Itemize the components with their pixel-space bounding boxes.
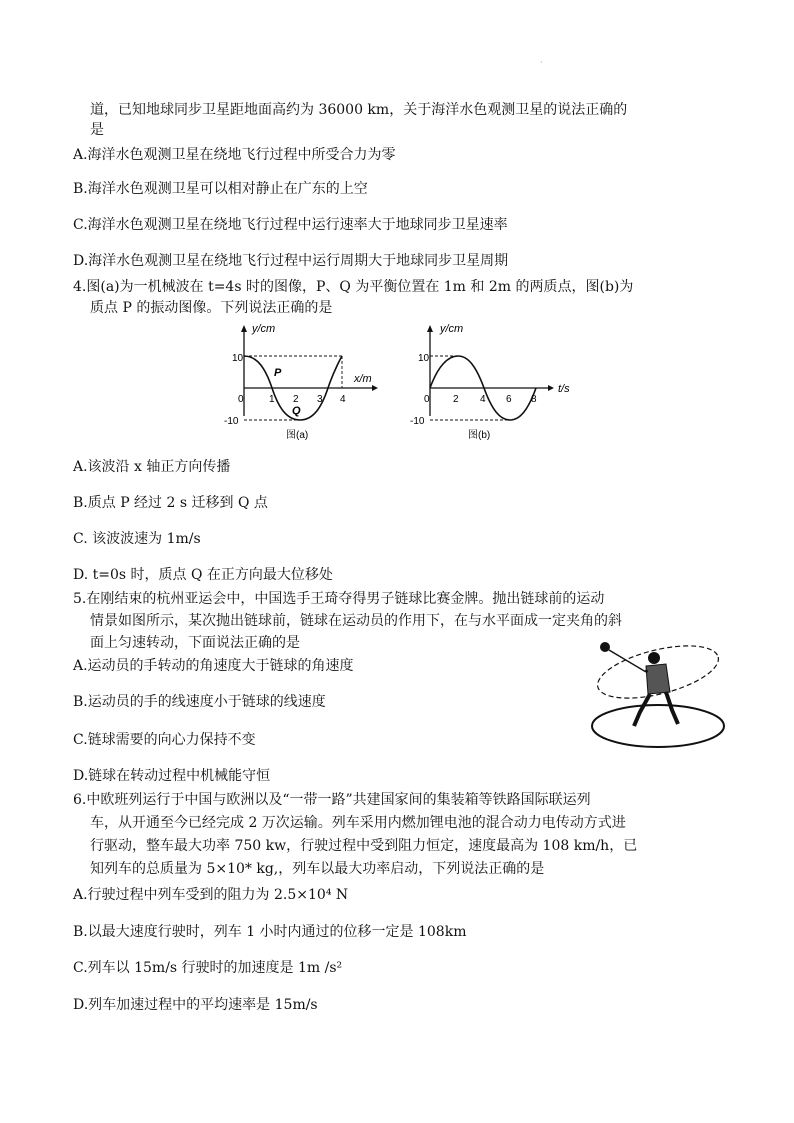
hammer-throw-illustration <box>588 628 728 750</box>
fig-a-x-label: x/m <box>354 373 372 385</box>
fig-b-caption: 图(b) <box>468 430 491 441</box>
athlete-right-leg <box>666 692 678 724</box>
q4-option-d: D. t=0s 时，质点 Q 在正方向最大位移处 <box>73 567 333 583</box>
athlete-head <box>648 652 660 664</box>
q4-stem-line-1: 4.图(a)为一机械波在 t=4s 时的图像，P、Q 为平衡位置在 1m 和 2m 的两质点，图(b)为 <box>73 279 634 295</box>
x-axis-arrow <box>372 385 378 391</box>
wave-graph-figure-a <box>222 320 382 445</box>
q6-stem-line-2: 车，从开通至今已经完成 2 万次运输。列车采用内燃加锂电池的混合动力电传动方式进 <box>90 815 626 831</box>
fig-a-tick-x-1: 1 <box>269 394 275 405</box>
q5-option-b: B.运动员的手的线速度小于链球的线速度 <box>73 694 326 710</box>
q5-stem-line-3: 面上匀速转动，下面说法正确的是 <box>90 635 300 651</box>
q5-stem-line-2: 情景如图所示，某次抛出链球前，链球在运动员的作用下，在与水平面成一定夹角的斜 <box>90 613 622 629</box>
athlete-left-leg <box>634 694 650 726</box>
fig-b-tick-x-6: 6 <box>506 394 512 405</box>
fig-a-tick-y-neg10: -10 <box>224 416 239 427</box>
t-axis-arrow <box>548 385 554 391</box>
fig-b-tick-x-4: 4 <box>480 394 486 405</box>
q6-stem-line-3: 行驱动，整车最大功率 750 kw，行驶过程中受到阻力恒定，速度最高为 108 km/h，已 <box>90 838 638 854</box>
fig-b-tick-x-2: 2 <box>453 394 459 405</box>
q4-stem-line-2: 质点 P 的振动图像。下列说法正确的是 <box>90 300 333 316</box>
q3-option-d: D.海洋水色观测卫星在绕地飞行过程中运行周期大于地球同步卫星周期 <box>73 253 509 269</box>
q3-stem-line-2: 是 <box>90 122 104 138</box>
q4-option-a: A.该波沿 x 轴正方向传播 <box>73 459 231 475</box>
athlete-torso <box>646 664 670 694</box>
q4-option-c: C. 该波波速为 1m/s <box>73 531 201 547</box>
fig-b-tick-y-neg10: -10 <box>410 416 425 427</box>
throwing-circle <box>592 705 724 747</box>
q6-option-b: B.以最大速度行驶时，列车 1 小时内通过的位移一定是 108km <box>73 924 467 940</box>
fig-b-x-label: t/s <box>558 383 570 395</box>
fig-a-caption: 图(a) <box>286 430 309 441</box>
q6-option-c: C.列车以 15m/s 行驶时的加速度是 1m /s² <box>73 960 343 976</box>
q5-option-c: C.链球需要的向心力保持不变 <box>73 732 256 748</box>
q6-option-a: A.行驶过程中列车受到的阻力为 2.5×10⁴ N <box>73 887 349 903</box>
fig-a-tick-x-2: 2 <box>293 394 299 405</box>
q3-option-a: A.海洋水色观测卫星在绕地飞行过程中所受合力为零 <box>73 147 396 163</box>
point-q-label: Q <box>292 405 301 417</box>
fig-a-tick-x-0: 0 <box>238 394 244 405</box>
y-axis-arrow <box>241 325 247 332</box>
athlete-arm <box>646 670 647 672</box>
point-p-label: P <box>274 367 282 379</box>
q6-option-d: D.列车加速过程中的平均速率是 15m/s <box>73 997 318 1013</box>
q3-stem-line-1: 道，已知地球同步卫星距地面高约为 36000 km，关于海洋水色观测卫星的说法正确的 <box>90 102 628 118</box>
y-axis-arrow <box>427 325 433 332</box>
fig-a-tick-x-3: 3 <box>317 394 323 405</box>
q4-option-b: B.质点 P 经过 2 s 迁移到 Q 点 <box>73 495 268 511</box>
q5-option-d: D.链球在转动过程中机械能守恒 <box>73 768 271 784</box>
q5-option-a: A.运动员的手转动的角速度大于链球的角速度 <box>73 658 354 674</box>
corner-mark: · <box>540 58 543 67</box>
q5-stem-line-1: 5.在刚结束的杭州亚运会中，中国选手王琦夺得男子链球比赛金牌。抛出链球前的运动 <box>73 591 605 607</box>
hammer-wire <box>609 650 646 672</box>
fig-b-tick-x-8: 8 <box>531 394 537 405</box>
fig-b-tick-x-0: 0 <box>424 394 430 405</box>
q3-option-b: B.海洋水色观测卫星可以相对静止在广东的上空 <box>73 181 368 197</box>
vibration-graph-figure-b <box>410 320 585 445</box>
q6-stem-line-4: 知列车的总质量为 5×10* kg,，列车以最大功率启动，下列说法正确的是 <box>90 861 545 877</box>
fig-a-y-label: y/cm <box>252 323 276 335</box>
fig-a-tick-y-10: 10 <box>232 353 244 364</box>
fig-b-tick-y-10: 10 <box>418 353 430 364</box>
fig-b-y-label: y/cm <box>440 323 464 335</box>
q6-stem-line-1: 6.中欧班列运行于中国与欧洲以及“一带一路”共建国家间的集装箱等铁路国际联运列 <box>73 792 591 808</box>
q3-option-c: C.海洋水色观测卫星在绕地飞行过程中运行速率大于地球同步卫星速率 <box>73 217 508 233</box>
hammer-ball <box>600 642 610 652</box>
fig-a-tick-x-4: 4 <box>340 394 346 405</box>
